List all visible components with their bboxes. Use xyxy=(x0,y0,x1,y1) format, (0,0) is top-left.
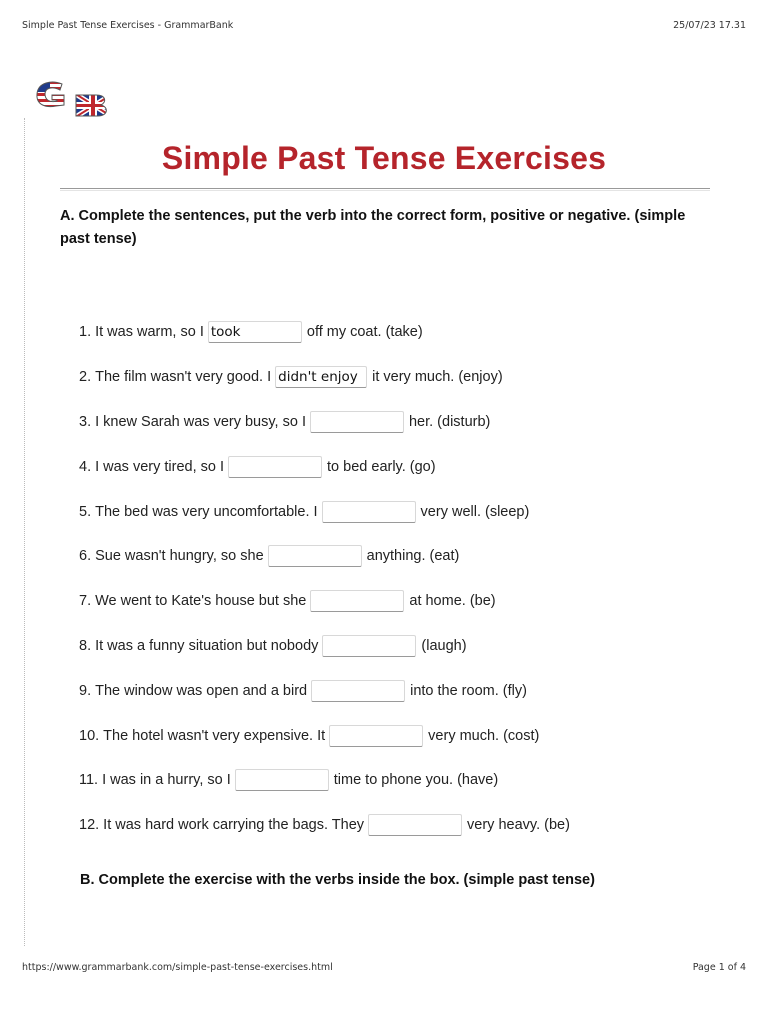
grammarbank-logo-link[interactable] xyxy=(34,78,116,120)
question-item xyxy=(79,489,719,534)
section-a-text: . Complete the sentences, put the verb into the correct form, positive or negative. (simple past tense) xyxy=(60,208,686,247)
question-item xyxy=(79,444,719,489)
answer-input[interactable] xyxy=(235,769,329,791)
question-text-after: anything. (eat) xyxy=(366,548,460,565)
question-item xyxy=(79,624,719,669)
question-text-before: The window was open and a bird xyxy=(95,682,308,699)
question-text-after: very well. (sleep) xyxy=(420,503,530,520)
question-text-before: Sue wasn't hungry, so she xyxy=(95,548,264,565)
question-text-before: It was hard work carrying the bags. They xyxy=(103,817,365,834)
question-item xyxy=(79,758,719,803)
question-number: 6. xyxy=(79,548,92,565)
question-item xyxy=(79,310,719,355)
question-number: 8. xyxy=(79,637,92,654)
question-number: 5. xyxy=(79,503,92,520)
question-item xyxy=(79,534,719,579)
question-item xyxy=(79,355,719,400)
question-item xyxy=(79,803,719,848)
question-text-after: very heavy. (be) xyxy=(467,817,570,834)
section-b-text: . Complete the exercise with the verbs inside the box. (simple past tense) xyxy=(90,872,595,888)
left-dotted-rule xyxy=(24,118,25,946)
question-text-after: into the room. (fly) xyxy=(410,682,527,699)
question-number: 1. xyxy=(79,324,92,341)
question-text-after: to bed early. (go) xyxy=(327,458,436,475)
question-number: 7. xyxy=(79,593,92,610)
question-number: 2. xyxy=(79,369,92,386)
question-item xyxy=(79,579,719,624)
print-header-datetime: 25/07/23 17.31 xyxy=(673,20,746,31)
section-b-letter: B xyxy=(80,872,91,888)
question-text-after: off my coat. (take) xyxy=(306,324,423,341)
answer-input[interactable] xyxy=(268,545,362,567)
answer-input[interactable] xyxy=(368,814,462,836)
print-header-title: Simple Past Tense Exercises - GrammarBank xyxy=(22,20,234,31)
answer-input[interactable] xyxy=(322,635,416,657)
question-number: 12. xyxy=(79,817,100,834)
question-text-after: her. (disturb) xyxy=(408,413,491,430)
question-item xyxy=(79,668,719,713)
question-list xyxy=(79,310,719,848)
answer-input[interactable]: took xyxy=(208,321,302,343)
answer-input[interactable]: didn't enjoy xyxy=(275,366,367,388)
page-title: Simple Past Tense Exercises xyxy=(161,140,607,176)
question-item xyxy=(79,713,719,758)
question-text-after: at home. (be) xyxy=(409,593,496,610)
question-text-after: it very much. (enjoy) xyxy=(372,369,503,386)
question-text-before: The bed was very uncomfortable. I xyxy=(95,503,318,520)
question-text-before: I knew Sarah was very busy, so I xyxy=(95,413,306,430)
print-header xyxy=(22,20,746,31)
answer-input[interactable] xyxy=(310,411,404,433)
title-divider xyxy=(60,188,710,191)
question-number: 10. xyxy=(79,727,100,744)
answer-input[interactable] xyxy=(329,725,423,747)
answer-input[interactable] xyxy=(228,456,322,478)
section-a-instruction xyxy=(60,205,710,251)
question-number: 9. xyxy=(79,682,92,699)
question-item xyxy=(79,400,719,445)
print-footer-url: https://www.grammarbank.com/simple-past-tense-exercises.html xyxy=(22,962,333,973)
question-number: 4. xyxy=(79,458,92,475)
question-text-before: It was warm, so I xyxy=(95,324,204,341)
question-text-before: We went to Kate's house but she xyxy=(95,593,307,610)
grammarbank-logo-icon xyxy=(34,78,116,120)
question-text-before: I was very tired, so I xyxy=(95,458,225,475)
print-footer xyxy=(22,962,746,973)
question-number: 11. xyxy=(79,772,99,789)
answer-input[interactable] xyxy=(311,680,405,702)
print-footer-page: Page 1 of 4 xyxy=(692,962,746,973)
answer-input[interactable] xyxy=(310,590,404,612)
question-text-before: I was in a hurry, so I xyxy=(102,772,231,789)
answer-input[interactable] xyxy=(322,501,416,523)
section-b-instruction xyxy=(80,869,730,892)
question-text-before: The hotel wasn't very expensive. It xyxy=(103,727,326,744)
question-text-after: very much. (cost) xyxy=(428,727,540,744)
section-a-letter: A xyxy=(60,208,71,224)
question-text-after: (laugh) xyxy=(421,637,467,654)
question-number: 3. xyxy=(79,413,92,430)
question-text-before: It was a funny situation but nobody xyxy=(95,637,319,654)
question-text-before: The film wasn't very good. I xyxy=(95,369,272,386)
question-text-after: time to phone you. (have) xyxy=(333,772,499,789)
